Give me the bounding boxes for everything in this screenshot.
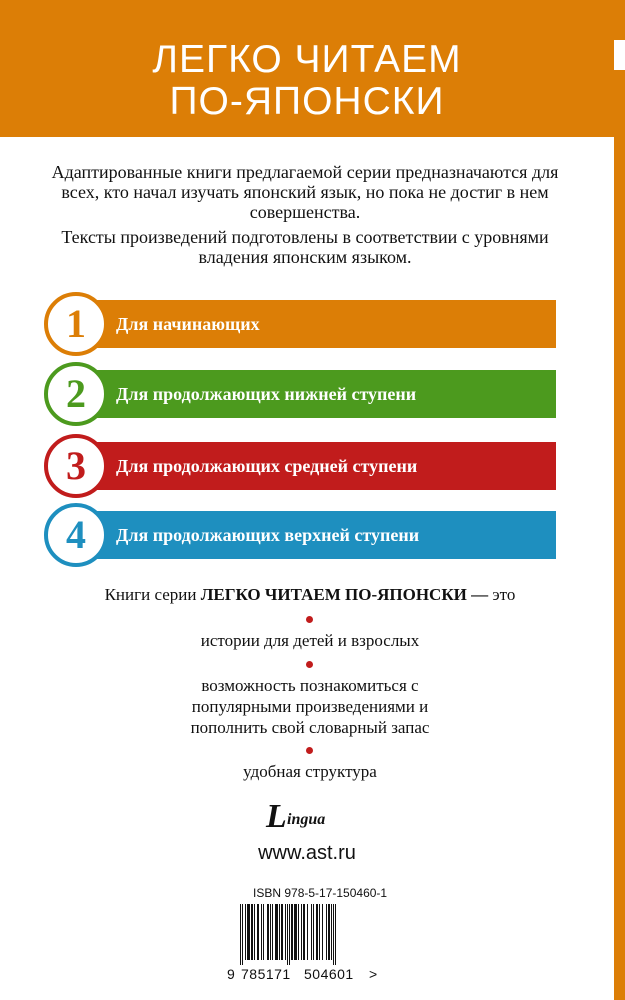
barcode-bar [331, 904, 332, 960]
level-2 [44, 364, 556, 424]
barcode-bar [322, 904, 323, 960]
edge-stripe [614, 0, 625, 1000]
level-4-label: Для продолжающих верхней ступени [116, 525, 420, 545]
intro-paragraph-2: Тексты произведений подготовлены в соответствии с уровнями владения японским языком. [61, 227, 549, 267]
publisher-website[interactable]: www.ast.ru [258, 842, 356, 864]
barcode-bar [261, 904, 262, 960]
barcode-bar [242, 904, 243, 965]
features-heading-suffix: это [488, 585, 516, 604]
barcode-bar [275, 904, 278, 960]
barcode-bar [257, 904, 259, 960]
barcode-bar [294, 904, 297, 960]
barcode-group-2: 504601 [304, 966, 354, 982]
barcode-bar [335, 904, 336, 965]
barcode-bar [285, 904, 286, 960]
features-heading-prefix: Книги серии [104, 585, 201, 604]
barcode-group-1: 785171 [241, 966, 291, 982]
features-heading-series: ЛЕГКО ЧИТАЕМ ПО-ЯПОНСКИ — [200, 585, 489, 604]
barcode-bar [328, 904, 330, 960]
barcode-bar [251, 904, 253, 960]
bullet-dot [306, 616, 313, 623]
features-heading [60, 584, 560, 606]
feature-item: истории для детей и взрослых [200, 631, 420, 650]
level-1-label: Для начинающих [116, 314, 260, 334]
barcode-lead-digit: 9 [227, 966, 236, 982]
barcode-bar [311, 904, 312, 960]
isbn-number: ISBN 978-5-17-150460-1 [253, 886, 388, 900]
barcode-bar [263, 904, 264, 960]
feature-item: удобная структура [243, 762, 377, 781]
barcode-bar [279, 904, 280, 960]
barcode-bar [240, 904, 241, 965]
barcode [238, 904, 368, 965]
level-3-number: 3 [44, 434, 108, 498]
level-4 [44, 505, 556, 565]
barcode-bar [245, 904, 246, 960]
lingua-logo [260, 800, 370, 836]
level-4-number: 4 [44, 503, 108, 567]
barcode-bar [247, 904, 250, 960]
barcode-bar [319, 904, 320, 960]
barcode-bar [272, 904, 273, 960]
barcode-bar [254, 904, 255, 960]
level-3 [44, 436, 556, 496]
barcode-bar [270, 904, 271, 960]
barcode-bar [301, 904, 302, 960]
barcode-bar [291, 904, 293, 960]
barcode-bar [313, 904, 314, 960]
level-2-number: 2 [44, 362, 108, 426]
barcode-bar [298, 904, 299, 960]
series-header [0, 0, 614, 137]
barcode-bar [267, 904, 269, 960]
barcode-bar [287, 904, 288, 965]
barcode-bar [303, 904, 305, 960]
series-title-line2: ПО-ЯПОНСКИ [169, 80, 445, 123]
barcode-arrow: > [369, 966, 378, 982]
level-1 [44, 294, 556, 354]
barcode-bar [281, 904, 283, 960]
bullet-dot [306, 747, 313, 754]
barcode-bar [289, 904, 290, 965]
level-3-label: Для продолжающих средней ступени [116, 456, 418, 476]
barcode-bar [333, 904, 334, 965]
level-1-number: 1 [44, 292, 108, 356]
intro-paragraph-1: Адаптированные книги предлагаемой серии предназначаются для всех, кто начал изучать японский язык, но пока не достиг в нем совершенства. [51, 162, 559, 222]
bullet-dot [306, 661, 313, 668]
level-2-label: Для продолжающих нижней ступени [116, 384, 417, 404]
feature-item: возможность познакомиться с популярными произведениями и пополнить свой словарный запас [190, 676, 430, 737]
barcode-bar [316, 904, 318, 960]
series-title-line1: ЛЕГКО ЧИТАЕМ [152, 38, 462, 81]
barcode-bar [307, 904, 308, 960]
logo-wordmark: ingua [287, 811, 326, 828]
barcode-bar [326, 904, 327, 960]
intro-text [40, 162, 570, 272]
logo-initial: L [266, 798, 287, 835]
